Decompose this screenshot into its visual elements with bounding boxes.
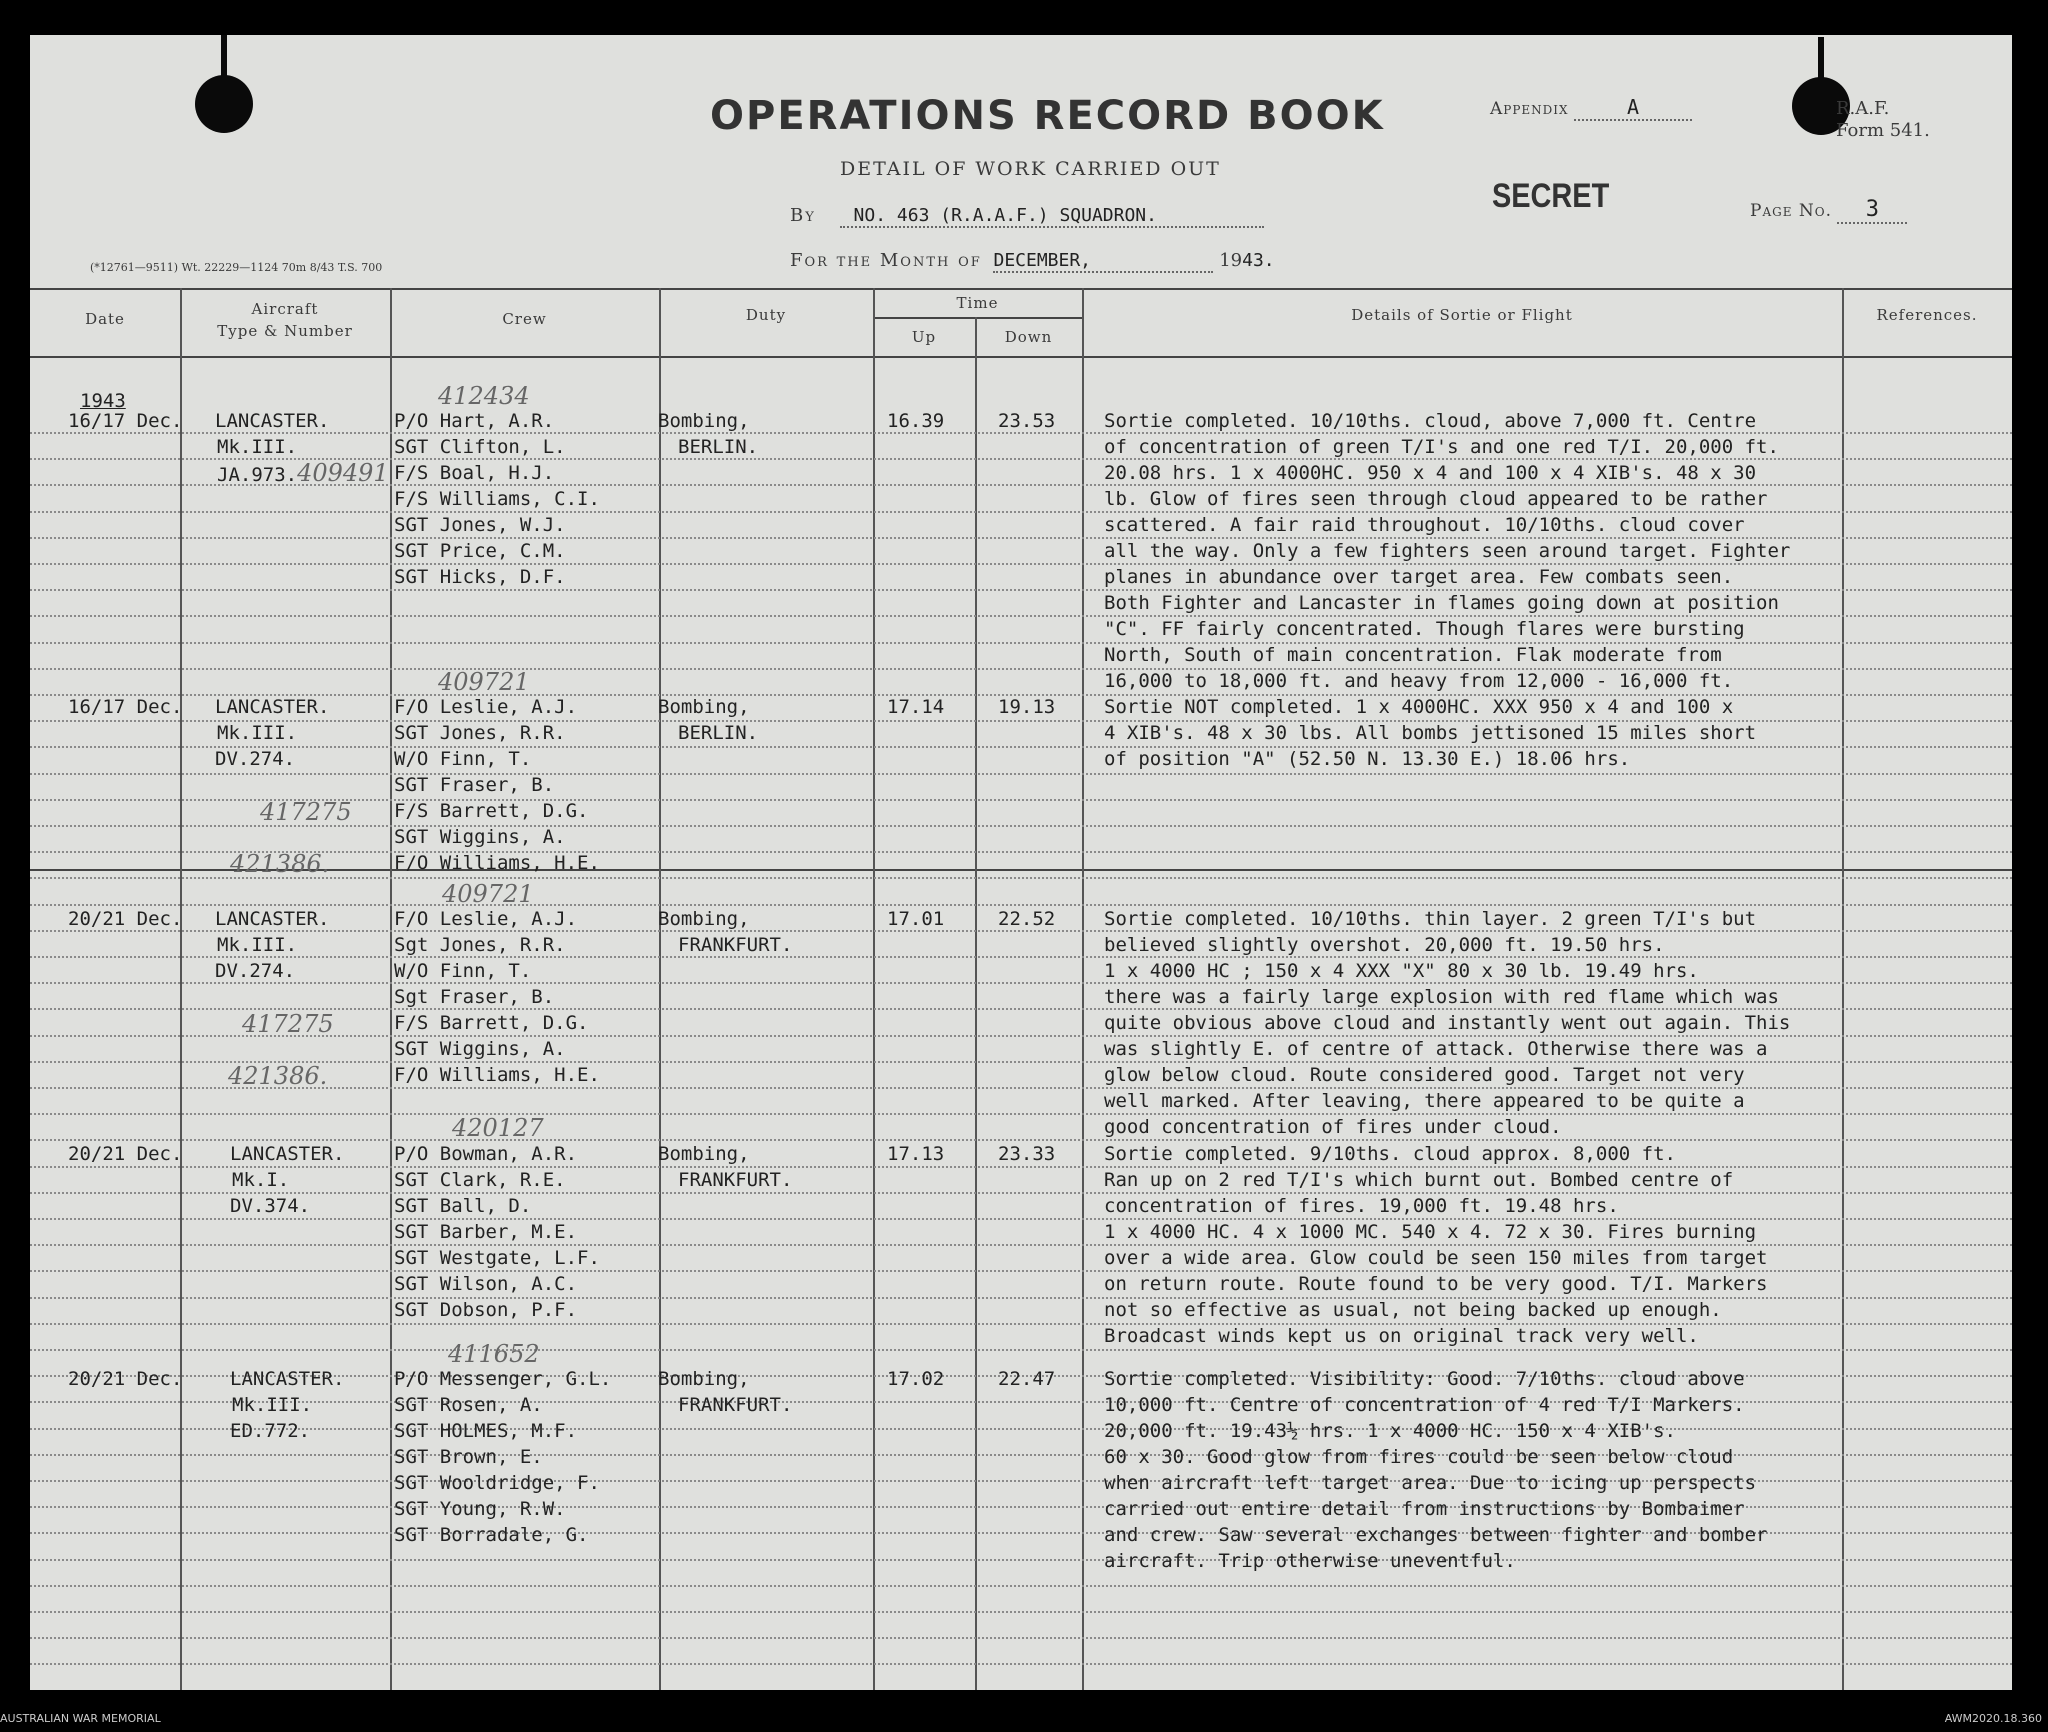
record-table <box>30 288 2012 1690</box>
entry-up: 17.13 <box>887 1143 945 1165</box>
page-number: 3 <box>1837 197 1907 224</box>
raf-label: R.A.F. <box>1836 98 1890 119</box>
appendix-label: Appendix <box>1490 99 1569 119</box>
squadron-value: NO. 463 (R.A.A.F.) SQUADRON. <box>840 205 1264 228</box>
handwritten-number: 420127 <box>452 1114 544 1142</box>
entry-down: 23.53 <box>998 410 1056 432</box>
entry-down: 22.47 <box>998 1368 1056 1390</box>
entry-date: 20/21 Dec. <box>68 1368 183 1390</box>
entry-crew: P/O Messenger, G.L. SGT Rosen, A. SGT HOLMES, M.F. SGT Brown, E. SGT Wooldridge, F. SGT Young, R.W. SGT Borradale, G. <box>394 1368 612 1546</box>
month-line <box>790 250 1275 273</box>
entry-up: 17.02 <box>887 1368 945 1390</box>
ruled-line <box>30 1637 2012 1639</box>
entry-details: Sortie completed. 9/10ths. cloud approx. 8,000 ft. Ran up on 2 red T/I's which burnt out. Bombed centre of concentration of fires. 19,000 ft. 19.48 hrs. 1 x 4000 HC. 4 x 1000 MC. 540 x 4. 72 x 30. Fires burning over a wide area. Glow could be seen 150 miles from target on return route. Route found to be very good. T/I. Markers not so effective as usual, not being backed up enough. Broadcast winds kept us on original track very well. <box>1104 1143 1768 1347</box>
entry-duty: Bombing, BERLIN. <box>658 696 759 744</box>
handwritten-number: 411652 <box>448 1340 540 1368</box>
handwritten-number: 417275 <box>242 1010 334 1038</box>
ruled-line <box>30 1585 2012 1587</box>
entry-aircraft: LANCASTER. Mk.III. DV.274. <box>215 908 330 982</box>
entry-up: 16.39 <box>887 410 945 432</box>
col-aircraft: Aircraft <box>251 300 319 318</box>
table-top-rule <box>30 288 2012 290</box>
entry-duty: Bombing, FRANKFURT. <box>658 1143 793 1191</box>
entry-details: Sortie completed. 10/10ths. cloud, above 7,000 ft. Centre of concentration of green T/I's and one red T/I. 20,000 ft. 20.08 hrs. 1 x 4000HC. 950 x 4 and 100 x 4 XIB's. 48 x 30 lb. Glow of fires seen through cloud appeared to be rather scattered. A fair raid throughout. 10/10ths. cloud cover all the way. Only a few fighters seen around target. Fighter planes in abundance over target area. Few combats seen. Both Fighter and Lancaster in flames going down at position "C". FF fairly concentrated. Though flares were bursting North, South of main concentration. Flak moderate from 16,000 to 18,000 ft. and heavy from 12,000 - 16,000 ft. <box>1104 410 1791 692</box>
entry-crew: F/O Leslie, A.J. Sgt Jones, R.R. W/O Finn, T. Sgt Fraser, B. F/S Barrett, D.G. SGT Wiggins, A. F/O Williams, H.E. <box>394 908 600 1086</box>
col-references: References. <box>1876 306 1978 324</box>
ruled-line <box>30 1349 2012 1351</box>
entry-crew: F/O Leslie, A.J. SGT Jones, R.R. W/O Finn, T. SGT Fraser, B. F/S Barrett, D.G. SGT Wiggins, A. F/O Williams, H.E. <box>394 696 600 874</box>
entry-duty: Bombing, FRANKFURT. <box>658 1368 793 1416</box>
ruled-line <box>30 773 2012 775</box>
page-label: Page No. <box>1750 201 1832 221</box>
footer-accession: AWM2020.18.360 <box>1944 1712 2042 1725</box>
entry-down: 23.33 <box>998 1143 1056 1165</box>
month-value: DECEMBER, <box>993 250 1213 273</box>
col-duty: Duty <box>745 306 787 324</box>
handwritten-number: 412434 <box>438 382 530 410</box>
ruled-line <box>30 1611 2012 1613</box>
entry-down: 22.52 <box>998 908 1056 930</box>
page-subtitle: DETAIL OF WORK CARRIED OUT <box>840 158 1221 180</box>
form-label: Form 541. <box>1836 120 1930 141</box>
entry-aircraft: LANCASTER. Mk.III. DV.274. <box>215 696 330 770</box>
entry-up: 17.14 <box>887 696 945 718</box>
time-sub-rule <box>873 317 1082 319</box>
form-number <box>1836 98 1930 142</box>
entry-duty: Bombing, BERLIN. <box>658 410 759 458</box>
entry-crew: P/O Hart, A.R. SGT Clifton, L. F/S Boal, H.J. F/S Williams, C.I. SGT Jones, W.J. SGT Price, C.M. SGT Hicks, D.F. <box>394 410 600 588</box>
squadron-line <box>790 205 1264 228</box>
appendix-line <box>1490 95 1692 121</box>
page-number-line <box>1750 197 1907 224</box>
record-sheet <box>30 35 2012 1690</box>
col-date: Date <box>85 310 125 328</box>
col-time: Time <box>956 294 999 312</box>
ruled-line <box>30 1663 2012 1665</box>
col-up: Up <box>911 328 937 346</box>
entry-details: Sortie NOT completed. 1 x 4000HC. XXX 950 x 4 and 100 x 4 XIB's. 48 x 30 lbs. All bombs jettisoned 15 miles short of position "A" (52.50 N. 13.30 E.) 18.06 hrs. <box>1104 696 1757 770</box>
entry-aircraft: LANCASTER. Mk.I. DV.374. <box>230 1143 345 1217</box>
year-prefix: 19 <box>1219 250 1243 271</box>
entry-date: 16/17 Dec. <box>68 696 183 718</box>
by-label: By <box>790 205 816 226</box>
col-crew: Crew <box>502 310 547 328</box>
secret-stamp: SECRET <box>1492 177 1610 215</box>
year-suffix: 43. <box>1242 250 1275 271</box>
page-title: OPERATIONS RECORD BOOK <box>710 93 1385 139</box>
entry-crew: P/O Bowman, A.R. SGT Clark, R.E. SGT Ball, D. SGT Barber, M.E. SGT Westgate, L.F. SGT Wilson, A.C. SGT Dobson, P.F. <box>394 1143 600 1321</box>
entry-date: 20/21 Dec. <box>68 1143 183 1165</box>
entry-date: 20/21 Dec. <box>68 908 183 930</box>
col-details: Details of Sortie or Flight <box>1351 306 1573 324</box>
handwritten-number: 421386. <box>230 850 330 878</box>
entry-aircraft: LANCASTER. Mk.III. JA.973.409491 <box>215 410 389 487</box>
handwritten-number: 409721 <box>442 880 534 908</box>
entry-details: Sortie completed. Visibility: Good. 7/10ths. cloud above 10,000 ft. Centre of concentration of 4 red T/I Markers. 20,000 ft. 19.43½ hrs. 1 x 4000 HC. 150 x 4 XIB's. 60 x 30. Good glow from fires could be seen below cloud when aircraft left target area. Due to icing up perspects carried out entire detail from instructions by Bombaimer and crew. Saw several exchanges between fighter and bomber aircraft. Trip otherwise uneventful. <box>1104 1368 1768 1572</box>
col-down: Down <box>1004 328 1053 346</box>
entry-up: 17.01 <box>887 908 945 930</box>
handwritten-number: 409721 <box>438 668 530 696</box>
header-bottom-rule <box>30 356 2012 358</box>
entry-date: 16/17 Dec. <box>68 410 183 432</box>
appendix-value: A <box>1574 95 1692 121</box>
punch-hole-left <box>195 75 253 133</box>
entry-duty: Bombing, FRANKFURT. <box>658 908 793 956</box>
print-code: (*12761—9511) Wt. 22229—1124 70m 8/43 T.S. 700 <box>90 261 383 274</box>
entry-details: Sortie completed. 10/10ths. thin layer. 2 green T/I's but believed slightly overshot. 20,000 ft. 19.50 hrs. 1 x 4000 HC ; 150 x 4 XXX "X" 80 x 30 lb. 19.49 hrs. there was a fairly large explosion with red flame which was quite obvious above cloud and instantly went out again. This was slightly E. of centre of attack. Otherwise there was a glow below cloud. Route considered good. Target not very well marked. After leaving, there appeared to be quite a good concentration of fires under cloud. <box>1104 908 1791 1138</box>
handwritten-number: 409491 <box>297 459 389 487</box>
handwritten-number: 421386. <box>228 1062 328 1090</box>
entry-aircraft: LANCASTER. Mk.III. ED.772. <box>230 1368 345 1442</box>
entry-down: 19.13 <box>998 696 1056 718</box>
year-note: 1943 <box>80 390 126 412</box>
handwritten-number: 417275 <box>260 798 352 826</box>
month-label: For the Month of <box>790 250 982 271</box>
footer-credit: AUSTRALIAN WAR MEMORIAL <box>0 1712 161 1725</box>
col-aircraft-type: Type & Number <box>217 322 353 340</box>
